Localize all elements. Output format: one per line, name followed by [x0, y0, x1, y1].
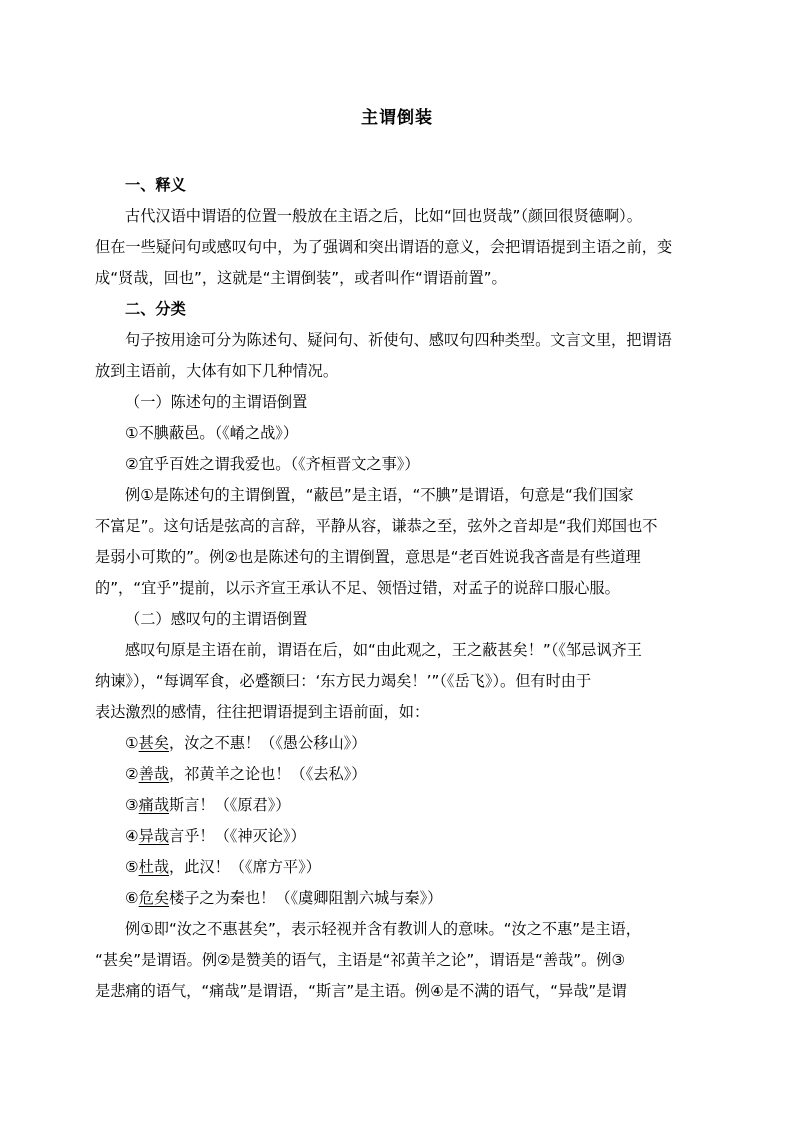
paragraph-line: 纳谏》），“每调军食，必蹙额曰：‘东方民力竭矣！’”（《岳飞》）。但有时由于 [95, 672, 592, 690]
example-predicate: 异哉 [138, 827, 169, 845]
example-predicate: 甚矣 [138, 734, 169, 752]
example-predicate: 痛哉 [138, 796, 169, 814]
example-line: ①不腆蔽邑。（《崤之战》） [125, 424, 299, 442]
section-heading-classification: 二、分类 [125, 300, 186, 318]
paragraph-line: 是弱小可欺的”。例②也是陈述句的主谓倒置，意思是“老百姓说我吝啬是有些道理 [95, 548, 641, 566]
document-body [95, 170, 705, 1007]
example-predicate: 善哉 [138, 765, 169, 783]
example-rest: ，汝之不惠！（《愚公移山》） [169, 734, 367, 752]
example-rest: 言乎！（《神灭论》） [169, 827, 306, 845]
paragraph-line: 放到主语前，大体有如下几种情况。 [95, 362, 338, 380]
example-number: ④ [125, 827, 139, 845]
subsection-heading-exclamatory: （二）感叹句的主谓语倒置 [125, 610, 308, 628]
example-number: ② [125, 765, 139, 783]
paragraph-line: 感叹句原是主语在前，谓语在后，如“由此观之，王之蔽甚矣！”（《邹忌讽齐王 [125, 641, 642, 659]
example-line [95, 728, 705, 759]
example-rest: 楼子之为秦也！（《虞卿阻割六城与秦》） [169, 889, 443, 907]
subsection-heading-declarative: （一）陈述句的主谓语倒置 [125, 393, 308, 411]
example-line [95, 759, 705, 790]
paragraph-line: 但在一些疑问句或感叹句中，为了强调和突出谓语的意义，会把谓语提到主语之前，变 [95, 238, 673, 256]
paragraph-line: 不富足”。这句话是弦高的言辞，平静从容，谦恭之至，弦外之音却是“我们郑国也不 [95, 517, 658, 535]
example-number: ⑤ [125, 858, 139, 876]
paragraph-line: 例①即“汝之不惠甚矣”，表示轻视并含有教训人的意味。“汝之不惠”是主语， [125, 920, 641, 938]
example-line: ②宜乎百姓之谓我爱也。（《齐桓晋文之事》） [125, 455, 420, 473]
example-number: ⑥ [125, 889, 139, 907]
page-title: 主谓倒装 [361, 108, 433, 128]
example-line [95, 790, 705, 821]
example-line [95, 883, 705, 914]
example-predicate: 杜哉 [138, 858, 169, 876]
example-rest: 斯言！（《原君》） [169, 796, 291, 814]
paragraph-line: 的”，“宜乎”提前，以示齐宣王承认不足、领悟过错，对孟子的说辞口服心服。 [95, 579, 620, 597]
example-predicate: 危矣 [138, 889, 169, 907]
paragraph-line: “甚矣”是谓语。例②是赞美的语气，主语是“祁黄羊之论”，谓语是“善哉”。例③ [95, 951, 626, 969]
example-number: ③ [125, 796, 139, 814]
example-number: ① [125, 734, 139, 752]
paragraph-line: 古代汉语中谓语的位置一般放在主语之后，比如“回也贤哉”（颜回很贤德啊）。 [125, 207, 642, 225]
example-line [95, 821, 705, 852]
paragraph-line: 例①是陈述句的主谓倒置，“蔽邑”是主语，“不腆”是谓语，句意是“我们国家 [125, 486, 634, 504]
example-rest: ，祁黄羊之论也！（《去私》） [169, 765, 367, 783]
paragraph-line: 是悲痛的语气，“痛哉”是谓语，“斯言”是主语。例④是不满的语气，“异哉”是谓 [95, 982, 627, 1000]
example-rest: ，此汉！（《席方平》） [169, 858, 321, 876]
section-heading-definition: 一、释义 [125, 176, 186, 194]
paragraph-line: 句子按用途可分为陈述句、疑问句、祈使句、感叹句四种类型。文言文里，把谓语 [125, 331, 672, 349]
paragraph-line: 表达激烈的感情，往往把谓语提到主语前面，如： [95, 703, 430, 721]
example-line [95, 852, 705, 883]
paragraph-line: 成“贤哉，回也”，这就是“主谓倒装”，或者叫作“谓语前置”。 [95, 269, 507, 287]
